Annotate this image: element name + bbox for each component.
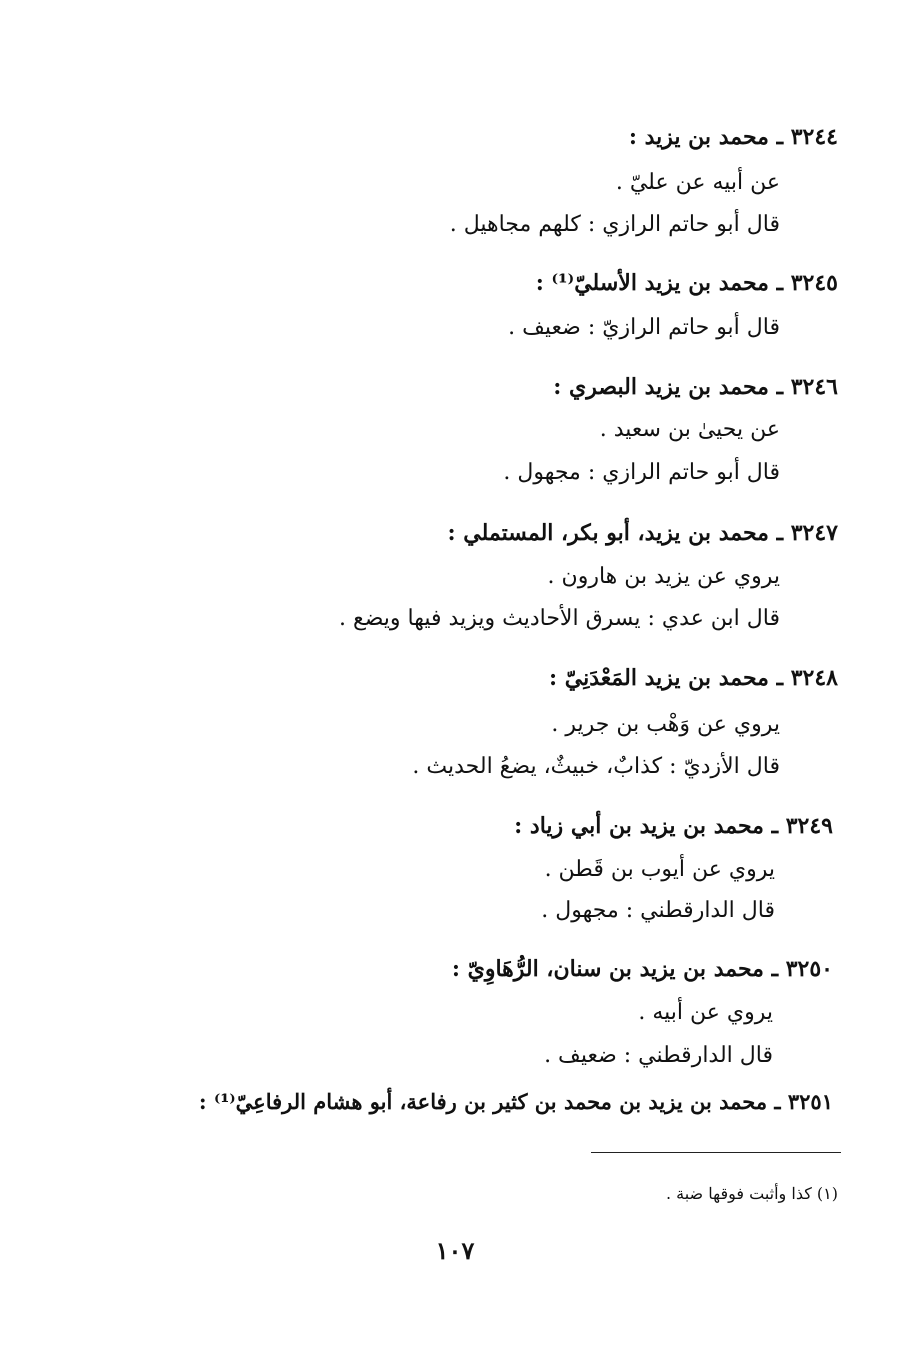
entry-heading: ٣٢٥١ ـ محمد بن يزيد بن محمد بن كثير بن رفاعة، أبو هشام الرفاعِيّ⁽¹⁾ : — [198, 1089, 833, 1114]
entry-line: قال الدارقطني : مجهول . — [541, 898, 775, 923]
entry-heading: ٣٢٤٨ ـ محمد بن يزيد المَعْدَنِيّ : — [549, 665, 838, 691]
entry-line: يروي عن وَهْب بن جرير . — [551, 712, 780, 737]
entry-line: قال الدارقطني : ضعيف . — [544, 1043, 773, 1068]
entry-heading: ٣٢٤٥ ـ محمد بن يزيد الأسليّ⁽¹⁾ : — [535, 270, 838, 296]
entry-heading: ٣٢٥٠ ـ محمد بن يزيد بن سنان، الرُّهَاوِيّ : — [451, 956, 833, 982]
entry-line: قال ابن عدي : يسرق الأحاديث ويزيد فيها ويضع . — [339, 606, 780, 631]
entry-line: عن يحيىٰ بن سعيد . — [599, 417, 780, 442]
entry-line: عن أبيه عن عليّ . — [615, 170, 780, 195]
footnote: (١) كذا وأثبت فوقها ضبة . — [665, 1184, 838, 1203]
page-number: ١٠٧ — [435, 1236, 475, 1265]
entry-line: قال أبو حاتم الرازي : مجهول . — [503, 460, 780, 485]
entry-heading: ٣٢٤٤ ـ محمد بن يزيد : — [628, 124, 838, 150]
entry-line: قال أبو حاتم الرازيّ : ضعيف . — [508, 315, 780, 340]
entry-heading: ٣٢٤٧ ـ محمد بن يزيد، أبو بكر، المستملي : — [447, 520, 838, 546]
entry-line: قال الأزديّ : كذابٌ، خبيثٌ، يضعُ الحديث . — [412, 754, 780, 779]
entry-line: يروي عن أبيه . — [638, 1000, 773, 1025]
entry-heading: ٣٢٤٦ ـ محمد بن يزيد البصري : — [553, 374, 838, 400]
footnote-separator — [591, 1152, 841, 1153]
entry-line: يروي عن أيوب بن قَطن . — [544, 857, 775, 882]
entry-line: قال أبو حاتم الرازي : كلهم مجاهيل . — [449, 212, 780, 237]
entry-line: يروي عن يزيد بن هارون . — [547, 564, 780, 589]
entry-heading: ٣٢٤٩ ـ محمد بن يزيد بن أبي زياد : — [514, 813, 833, 839]
